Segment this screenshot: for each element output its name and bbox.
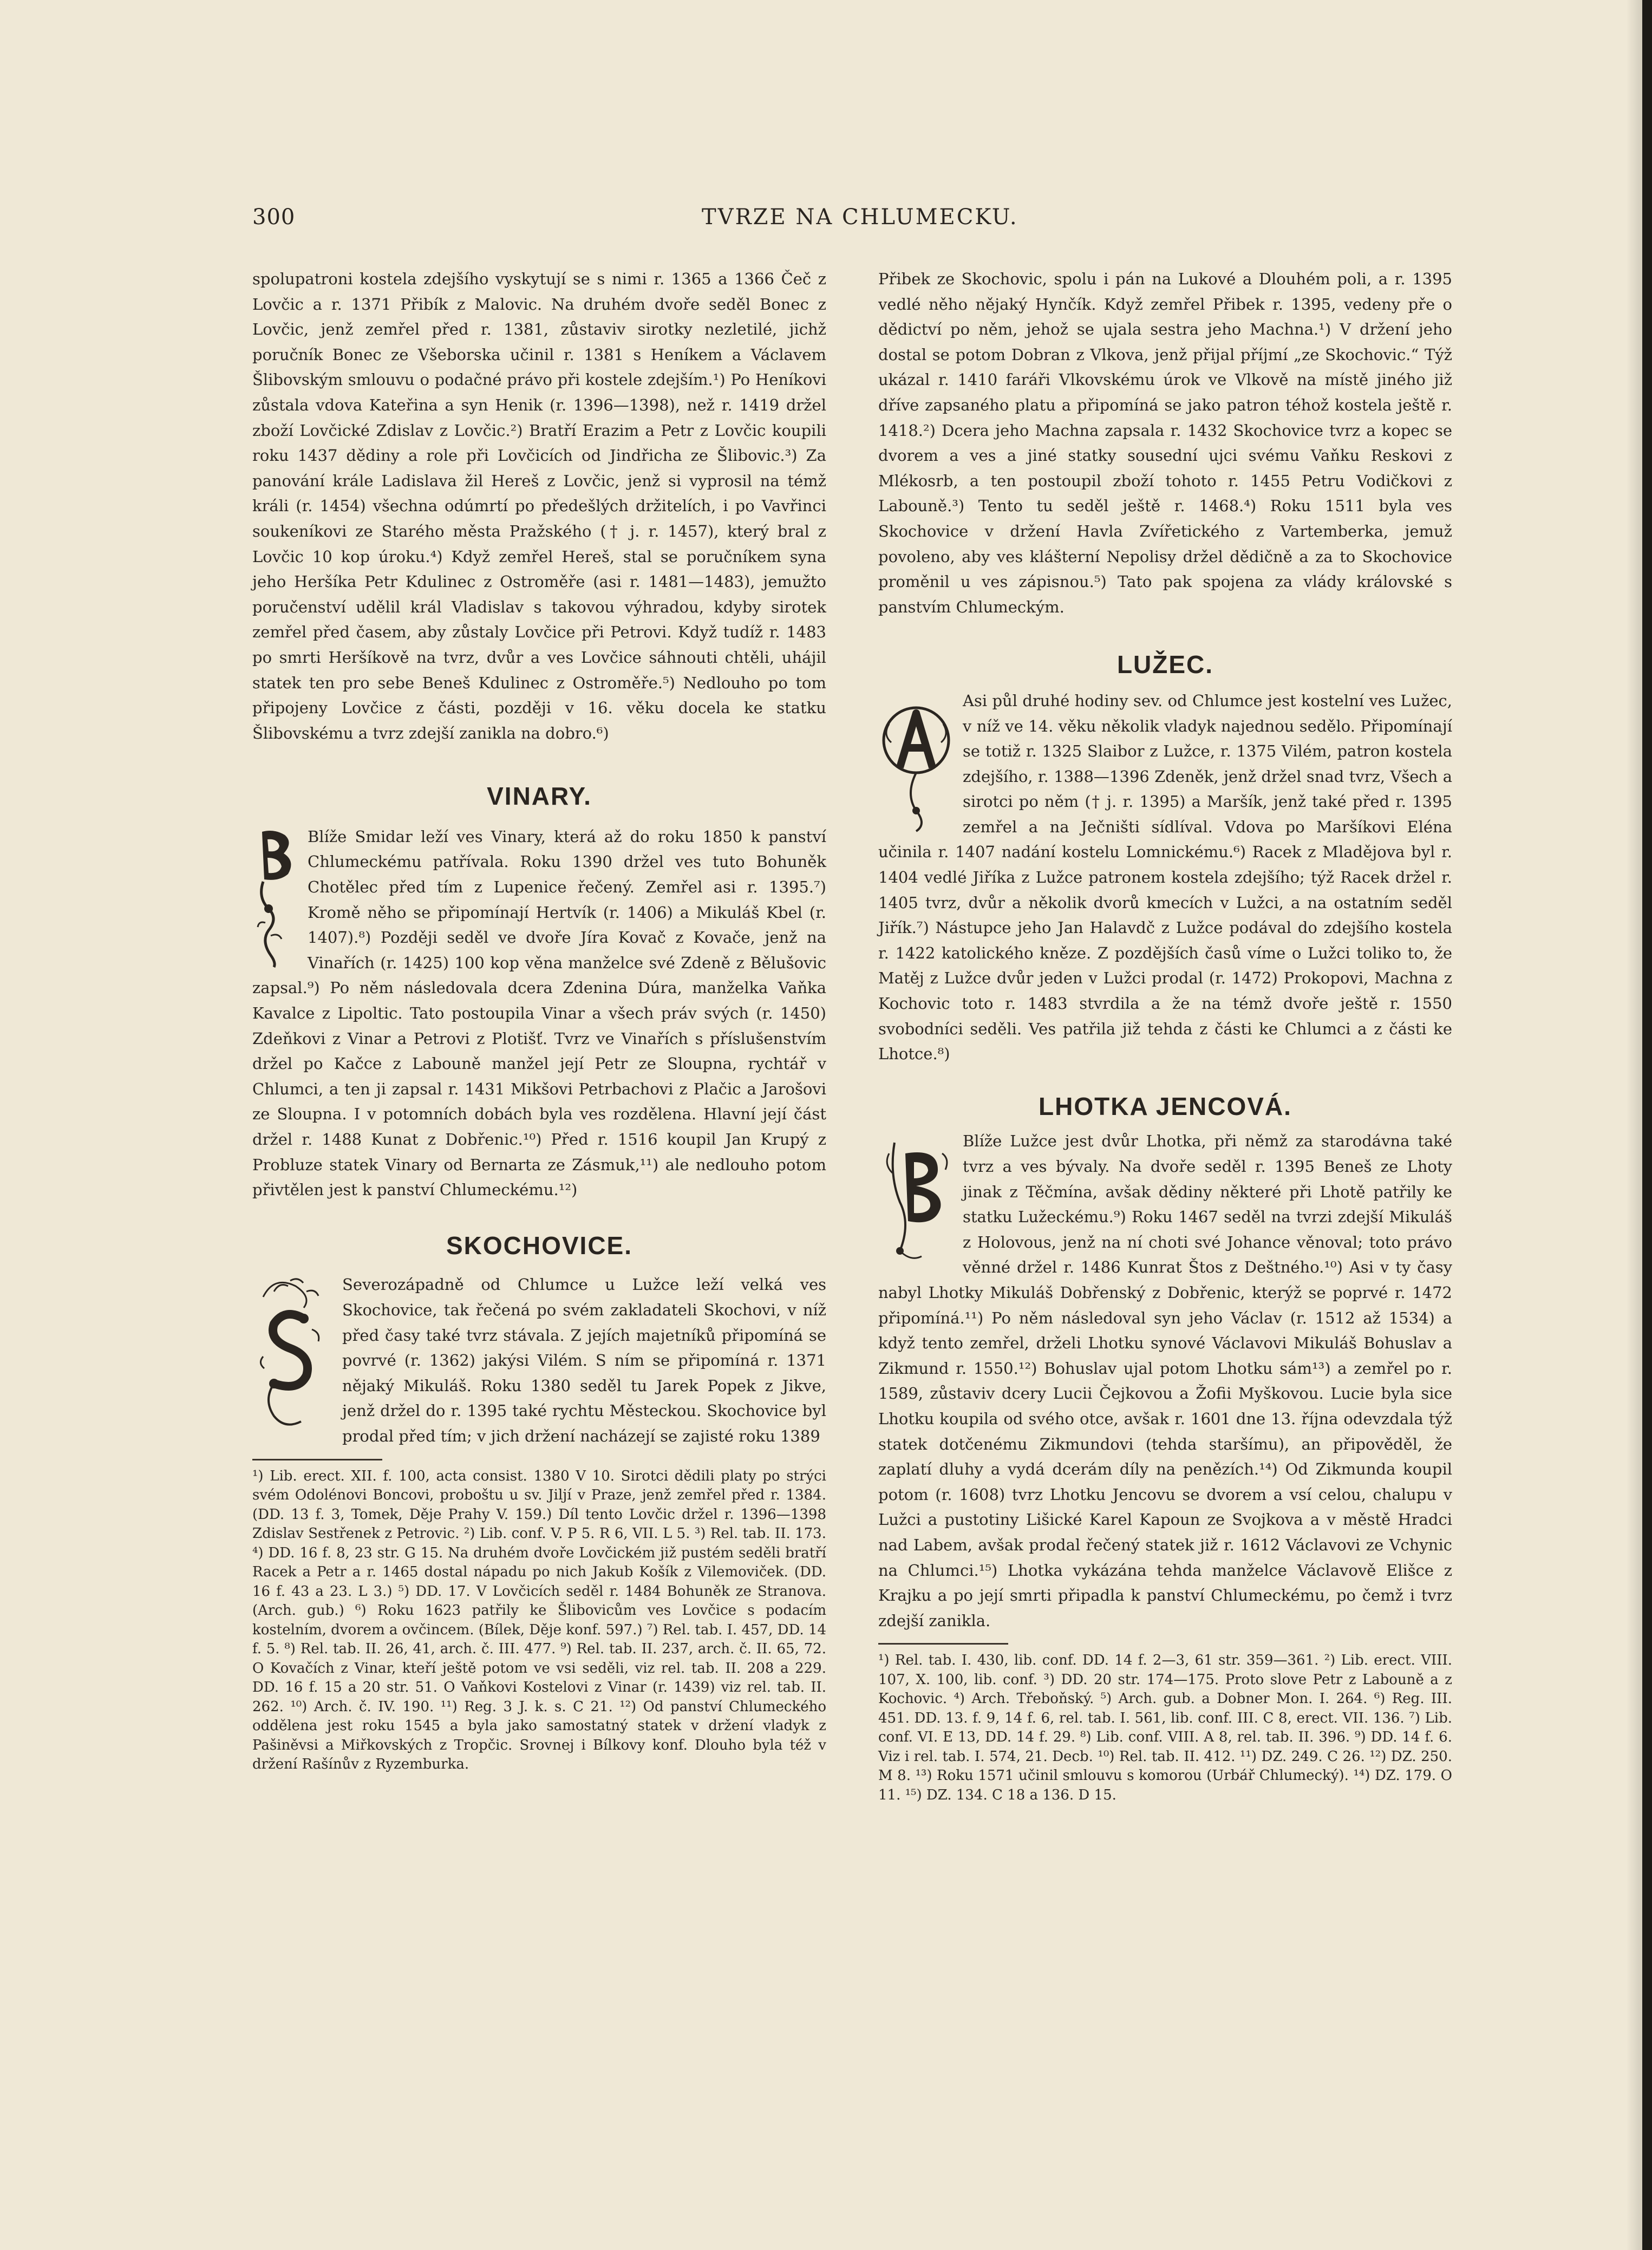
page-header [252,205,1027,237]
footnote-rule-left [252,1459,382,1460]
section-lhotka [878,1129,1452,1633]
ornamental-initial-a-icon [878,692,954,832]
right-footnotes: ¹) Rel. tab. I. 430, lib. conf. DD. 14 f. 2—3, 61 str. 359—361. ²) Lib. erect. VIII. 107, X. 100, lib. conf. ³) DD. 20 str. 174—175. Proto slove Petr z Labouně a z Kochovic. ⁴) Arch. Třeboňský. ⁵) Arch. gub. a Dobner Mon. I. 264. ⁶) Reg. III. 451. DD. 13. f. 9, 14 f. 6, rel. tab. I. 561, lib. conf. III. C 8, erect. VII. 136. ⁷) Lib. conf. VI. E 13, DD. 14 f. 29. ⁸) Lib. conf. VIII. A 8, rel. tab. II. 396. ⁹) DD. 14 f. 6. Viz i rel. tab. I. 574, 21. Decb. ¹⁰) Rel. tab. II. 412. ¹¹) DZ. 249. C 26. ¹²) DZ. 250. M 8. ¹³) Roku 1571 učinil smlouvu s komorou (Urbář Chlumecký). ¹⁴) DZ. 179. O 11. ¹⁵) DZ. 134. C 18 a 136. D 15. [878,1652,1452,1803]
lhotka-text: Blíže Lužce jest dvůr Lhotka, při němž za starodávna také tvrz a ves bývaly. Na dvoře seděl r. 1395 Beneš ze Lhoty jinak z Těčmína, avšak dědiny některé při Lhotě patřily ke statku Lužeckému.⁹) Roku 1467 seděl na tvrzi zdejší Mikuláš z Holovous, jenž na ní choti své Johance věnoval; toto právo věnné držel r. 1486 Kunrat Štos z Deštného.¹⁰) Asi v ty časy nabyl Lhotky Mikuláš Dobřenský z Dobřenic, kterýž se poprvé r. 1472 připomíná.¹¹) Po něm následoval syn jeho Václav (r. 1512 až 1534) a když tento zemřel, drželi Lhotku synové Václavovi Mikuláš Bohuslav a Zikmund r. 1550.¹²) Bohuslav ujal potom Lhotku sám¹³) a zemřel po r. 1589, zůstaviv dcery Lucii Čejkovou a Žofii Myškovou. Lucie byla sice Lhotku koupila od svého otce, avšak r. 1601 dne 13. října odevzdala týž statek dotčenému Zikmundovi (tehda staršímu), an připověděl, že zaplatí dluhy a vydá dcerám díly na penězích.¹⁴) Od Zikmunda koupil potom (r. 1608) tvrz Lhotku Jencovu se dvorem a vsí celou, chalupu v Lužci a pustotiny Lišické Karel Kapoun ze Svojkova a v městě Hradci nad Labem, avšak prodal řečený statek již r. 1612 Václavovi ze Vchynic na Chlumci.¹⁵) Lhotka vykázána tehda manželce Václavově Elišce z Krajku a po její smrti připadla k panství Chlumeckému, po čemž i tvrz zdejší zanikla. [878,1132,1452,1630]
skochovice-text: Severozápadně od Chlumce u Lužce leží velká ves Skochovice, tak řečená po svém zakladateli Skochovi, v níž před časy také tvrz stávala. Z jejích majetníků připomíná se povrvé (r. 1362) jakýsi Vilém. S ním se připomíná r. 1371 nějaký Mikuláš. Roku 1380 seděl tu Jarek Popek z Jikve, jenž držel do r. 1395 také rychtu Městeckou. Skochovice byl prodal před tím; v jich držení nacházejí se zajisté roku 1389 [342,1275,826,1445]
ornamental-initial-s-icon [252,1275,334,1438]
section-skochovice [252,1272,826,1449]
luzec-text: Asi půl druhé hodiny sev. od Chlumce jest kostelní ves Lužec, v níž ve 14. věku několik vladyk najednou sedělo. Připomínají se totiž r. 1325 Slaibor z Lužce, r. 1375 Vilém, patron kostela zdejšího, r. 1388—1396 Zdeněk, jenž držel snad tvrz, Všech a sirotci po něm († j. r. 1395) a Maršík, jenž také před r. 1395 zemřel a na Ječništi sídlíval. Vdova po Maršíkovi Eléna učinila r. 1407 nadání kostelu Lomnickému.⁶) Racek z Mladějova byl r. 1404 vedlé Jiříka z Lužce patronem kostela zdejšího; týž Racek držel r. 1405 tvrz, dvůr a několik dvorů kmecích v Lužci, a na ostatním seděl Jiřík.⁷) Nástupce jeho Jan Halavdč z Lužce podával do zdejšího kostela r. 1422 katolického kněze. Z pozdějších časů víme o Lužci toliko to, že Matěj z Lužce dvůr jeden v Lužci prodal (r. 1472) Prokopovi, Machna z Kochovic toto r. 1483 stvrdila a že na témž dvoře ještě r. 1550 svobodníci seděli. Ves patřila již tehda z části ke Chlumci a z části ke Lhotce.⁸) [878,691,1452,1064]
right-column [878,266,1452,1805]
section-luzec [878,688,1452,1067]
left-column [252,266,826,1775]
page-edge-shadow [1626,0,1642,2250]
vinary-text: Blíže Smidar leží ves Vinary, která až do roku 1850 k panství Chlumeckému patřívala. Roku 1390 držel ves tuto Bohuněk Chotělec před tím z Lupenice řečený. Zemřel asi r. 1395.⁷) Kromě něho se připomínají Hertvík (r. 1406) a Mikuláš Kbel (r. 1407).⁸) Později seděl ve dvoře Jíra Kovač z Kovače, jenž na Vinařích (r. 1425) 100 kop věna manželce své Zdeně z Bělušovic zapsal.⁹) Po něm následovala dcera Zdenina Dúra, manželka Vaňka Kavalce z Lipoltic. Tato postoupila Vinar a všech práv svých (r. 1450) Zdeňkovi z Vinar a Petrovi z Plotišť. Tvrz ve Vinařích s příslušenstvím držel po Kačce z Labouně manžel její Petr ze Sloupna, rychtář v Chlumci, a ten ji zapsal r. 1431 Mikšovi Petrbachovi z Plačic a Jarošovi ze Sloupna. I v potomních dobách byla ves rozdělena. Hlavní její část držel r. 1488 Kunat z Dobřenic.¹⁰) Před r. 1516 koupil Jan Krupý z Probluze statek Vinary od Bernarta ze Zásmuk,¹¹) ale nedlouho potom přivtělen jest k panství Chlumeckému.¹²) [252,827,826,1199]
page-edge [1642,0,1652,2250]
running-title: TVRZE NA CHLUMECKU. [702,205,1018,230]
right-intro-paragraph: Přibek ze Skochovic, spolu i pán na Lukové a Dlouhém poli, a r. 1395 vedlé něho nějaký Hynčík. Když zemřel Přibek r. 1395, vedeny pře o dědictví po něm, jehož se ujala sestra jeho Machna.¹) V držení jeho dostal se potom Dobran z Vlkova, jenž přijal příjmí „ze Skochovic.“ Týž ukázal r. 1410 faráři Vlkovskému úrok ve Vlkově na místě jiného již dříve zapsaného platu a připomíná se jako patron téhož kostela ještě r. 1418.²) Dcera jeho Machna zapsala r. 1432 Skochovice tvrz a kopec se dvorem a ves a jiné statky sousední ujci svému Vaňku Reskovi z Mlékosrb, a ten postoupil zboží tohoto r. 1455 Petru Vodičkovi z Labouně.³) Tento tu seděl ještě r. 1468.⁴) Roku 1511 byla ves Skochovice v držení Havla Zvířetického z Vartemberka, jemuž povoleno, aby ves klášterní Nepolisy držel dědičně a za to Skochovice proměnil u ves zápisnou.⁵) Tato pak spojena za vlády královské s panstvím Chlumeckým. [878,270,1452,616]
left-intro-paragraph: spolupatroni kostela zdejšího vyskytují se s nimi r. 1365 a 1366 Čeč z Lovčic a r. 1371 Přibík z Malovic. Na druhém dvoře seděl Bonec z Lovčic, jenž zemřel před r. 1381, zůstaviv sirotky nezletilé, jichž poručník Bonec ze Všeborska učinil r. 1381 s Heníkem a Václavem Šlibovským smlouvu o podačné právo při kostele zdejším.¹) Po Heníkovi zůstala vdova Kateřina a syn Henik (r. 1396—1398), než r. 1419 držel zboží Lovčické Zdislav z Lovčic.²) Bratří Erazim a Petr z Lovčic koupili roku 1437 dědiny a role při Lovčicích od Jindřicha ze Šlibovic.³) Za panování krále Ladislava žil Hereš z Lovčic, jenž si vyprosil na témž králi (r. 1454) všechna odúmrtí po předešlých držitelích, i po Vavřinci soukeníkovi ze Starého města Pražského († j. r. 1457), který bral z Lovčic 10 kop úroku.⁴) Když zemřel Hereš, stal se poručníkem syna jeho Heršíka Petr Kdulinec z Ostroměře (asi r. 1481—1483), jemužto poručenství udělil král Vladislav s takovou výhradou, kdyby sirotek zemřel před časem, aby zůstaly Lovčice při Petrovi. Když tudíž r. 1483 po smrti Heršíkově na tvrz, dvůr a ves Lovčice sáhnouti chtěli, uhájil statek ten pro sebe Beneš Kdulinec z Ostroměře.⁵) Nedlouho po tom připojeny Lovčice z části, později v 16. věku docela ke statku Šlibovskému a tvrz zdejší zanikla na dobro.⁶) [252,270,826,742]
heading-vinary: VINARY. [487,782,592,811]
heading-skochovice: SKOCHOVICE. [446,1231,633,1260]
heading-luzec: LUŽEC. [1116,650,1214,679]
section-vinary [252,824,826,1203]
ornamental-initial-b2-icon [878,1132,954,1273]
left-footnotes: ¹) Lib. erect. XII. f. 100, acta consist. 1380 V 10. Sirotci dědili platy po strýci svém Odolénovi Boncovi, proboštu u sv. Jiljí v Praze, jenž zemřel před r. 1384. (DD. 13 f. 3, Tomek, Děje Prahy V. 159.) Díl tento Lovčic držel r. 1396—1398 Zdislav Sestřenek z Petrovic. ²) Lib. conf. V. P 5. R 6, VII. L 5. ³) Rel. tab. II. 173. ⁴) DD. 16 f. 8, 23 str. G 15. Na druhém dvoře Lovčickém již pustém seděli bratří Racek a Petr a r. 1465 dostal nápadu po nich Jakub Košík z Vilemoviček. (DD. 16 f. 43 a 23. L 3.) ⁵) DD. 17. V Lovčicích seděl r. 1484 Bohuněk ze Stranova. (Arch. gub.) ⁶) Roku 1623 patřily ke Šlibovicům ves Lovčice s podacím kostelním, dvorem a ovčincem. (Bílek, Děje konf. 597.) ⁷) Rel. tab. I. 457, DD. 14 f. 5. ⁸) Rel. tab. II. 26, 41, arch. č. III. 477. ⁹) Rel. tab. II. 237, arch. č. II. 65, 72. O Kovačích z Vinar, kteří ještě potom ve vsi seděli, viz rel. tab. II. 208 a 229. DD. 16 f. 15 a 20 str. 51. O Vaňkovi Kostelovi z Vinar (r. 1439) viz rel. tab. II. 262. ¹⁰) Arch. č. IV. 190. ¹¹) Reg. 3 J. k. s. C 21. ¹²) Od panství Chlumeckého oddělena jest roku 1545 a byla jako samostatný statek v držení vladyk z Pašiněvsi a Miřkovských z Tropčic. Srovnej i Bílkovy konf. Dlouho byla též v držení Rašínův z Ryzemburka. [252,1468,826,1773]
ornamental-initial-b-icon [252,827,299,968]
heading-lhotka: LHOTKA JENCOVÁ. [1039,1092,1292,1120]
footnote-rule-right [878,1643,1008,1645]
page-number: 300 [252,205,296,230]
